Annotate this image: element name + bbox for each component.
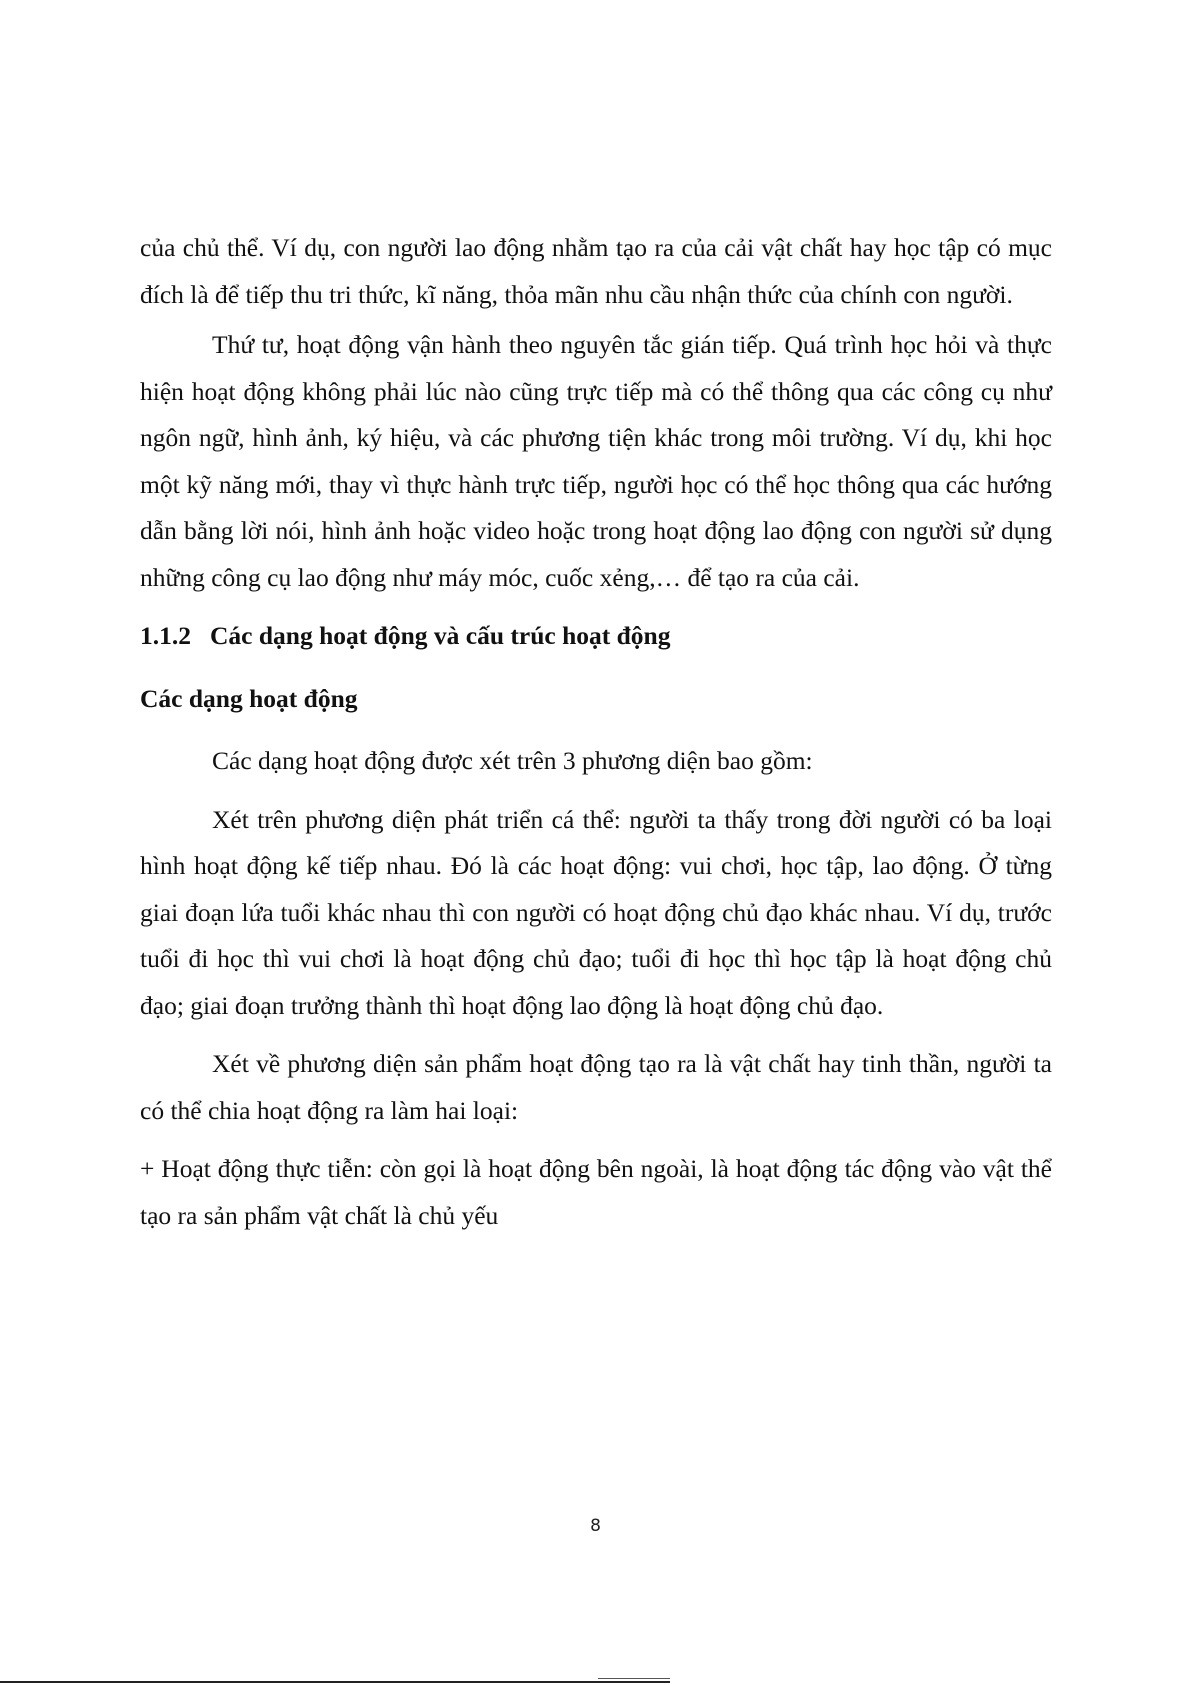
paragraph-indirect-principle: Thứ tư, hoạt động vận hành theo nguyên tắc gián tiếp. Quá trình học hỏi và thực hiện hoạt động không phải lúc nào cũng trực tiếp mà có thể thông qua các công cụ như ngôn ngữ, hình ảnh, ký hiệu, và các phương tiện khác trong môi trường. Ví dụ, khi học một kỹ năng mới, thay vì thực hành trực tiếp, người học có thể học thông qua các hướng dẫn bằng lời nói, hình ảnh hoặc video hoặc trong hoạt động lao động con người sử dụng những công cụ lao động như máy móc, cuốc xẻng,… để tạo ra của cải. — [140, 330, 1052, 592]
subheading: Các dạng hoạt động — [140, 683, 358, 713]
paragraph-product-aspect: Xét về phương diện sản phẩm hoạt động tạo ra là vật chất hay tinh thần, người ta có thể chia hoạt động ra làm hai loại: — [140, 1049, 1052, 1125]
footer-divider-accent — [598, 1678, 670, 1679]
section-title: Các dạng hoạt động và cấu trúc hoạt động — [210, 621, 671, 650]
section-number: 1.1.2 — [140, 621, 191, 650]
section-heading — [140, 613, 1052, 660]
page-number: 8 — [590, 1516, 601, 1536]
paragraph-continued: của chủ thể. Ví dụ, con người lao động nhằm tạo ra của cải vật chất hay học tập có mục đích là để tiếp thu tri thức, kĩ năng, thỏa mãn nhu cầu nhận thức của chính con người. — [140, 233, 1052, 309]
paragraph-intro: Các dạng hoạt động được xét trên 3 phương diện bao gồm: — [212, 746, 813, 775]
bullet-practical-activity: + Hoạt động thực tiễn: còn gọi là hoạt động bên ngoài, là hoạt động tác động vào vật thể tạo ra sản phẩm vật chất là chủ yếu — [140, 1154, 1052, 1230]
footer-divider — [0, 1681, 670, 1683]
paragraph-individual-development: Xét trên phương diện phát triển cá thể: người ta thấy trong đời người có ba loại hình hoạt động kế tiếp nhau. Đó là các hoạt động: vui chơi, học tập, lao động. Ở từng giai đoạn lứa tuổi khác nhau thì con người có hoạt động chủ đạo khác nhau. Ví dụ, trước tuổi đi học thì vui chơi là hoạt động chủ đạo; tuổi đi học thì học tập là hoạt động chủ đạo; giai đoạn trưởng thành thì hoạt động lao động là hoạt động chủ đạo. — [140, 804, 1052, 1020]
page-content — [140, 225, 1052, 1239]
